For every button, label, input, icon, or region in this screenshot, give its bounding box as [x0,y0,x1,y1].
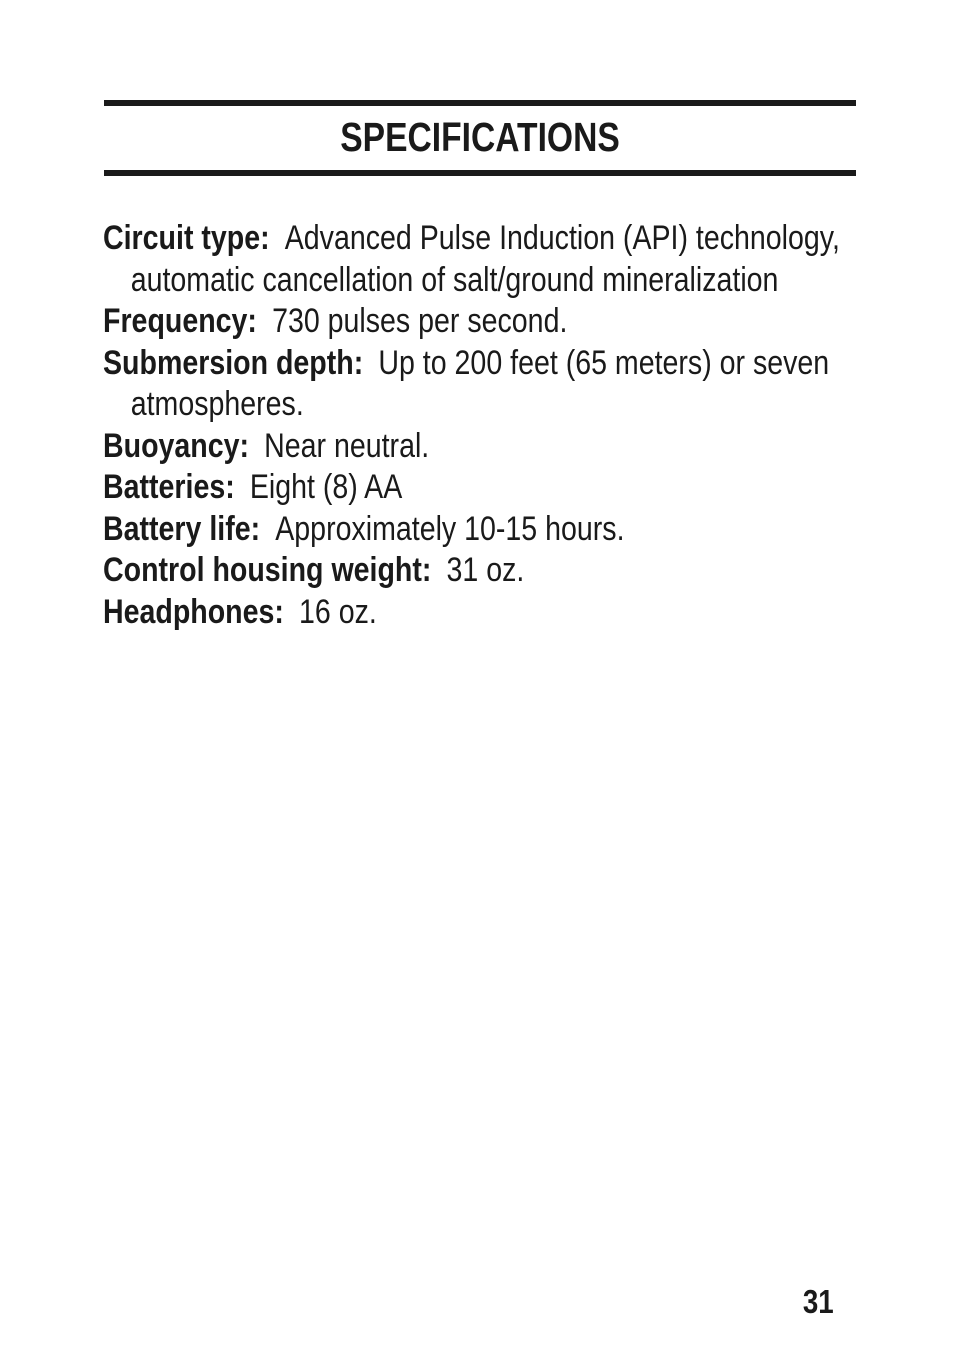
spec-buoyancy [103,426,863,468]
spec-label: Circuit type: [103,219,270,257]
spec-value: Near neutral. [264,426,430,465]
bottom-rule [104,170,856,176]
spec-value: 730 pulses per second. [272,302,568,340]
spec-circuit-type [103,218,863,301]
spec-submersion-depth [103,343,863,426]
spec-control-housing-weight [103,550,863,592]
spec-label: Submersion depth: [103,343,364,382]
spec-value: Approximately 10-15 hours. [275,509,625,548]
page-number: 31 [803,1283,834,1320]
spec-label: Battery life: [103,509,261,548]
spec-battery-life [103,509,863,551]
spec-value: Eight (8) AA [249,468,403,506]
spec-label: Control housing weight: [103,551,432,589]
spec-label: Frequency: [103,302,257,340]
spec-value: Advanced Pulse Induction (API) technology, automatic cancellation of salt/ground mineralization [130,219,840,299]
spec-value: 16 oz. [299,592,377,631]
spec-value: Up to 200 feet (65 meters) or seven atmospheres. [130,343,830,423]
title-block [104,100,856,176]
spec-headphones [103,592,863,634]
spec-label: Buoyancy: [103,426,250,465]
page-title: SPECIFICATIONS [340,114,620,160]
spec-batteries [103,467,863,509]
spec-frequency [103,301,863,343]
spec-label: Headphones: [103,592,284,631]
spec-label: Batteries: [103,468,235,506]
spec-value: 31 oz. [446,551,525,589]
specifications-list [103,218,863,633]
